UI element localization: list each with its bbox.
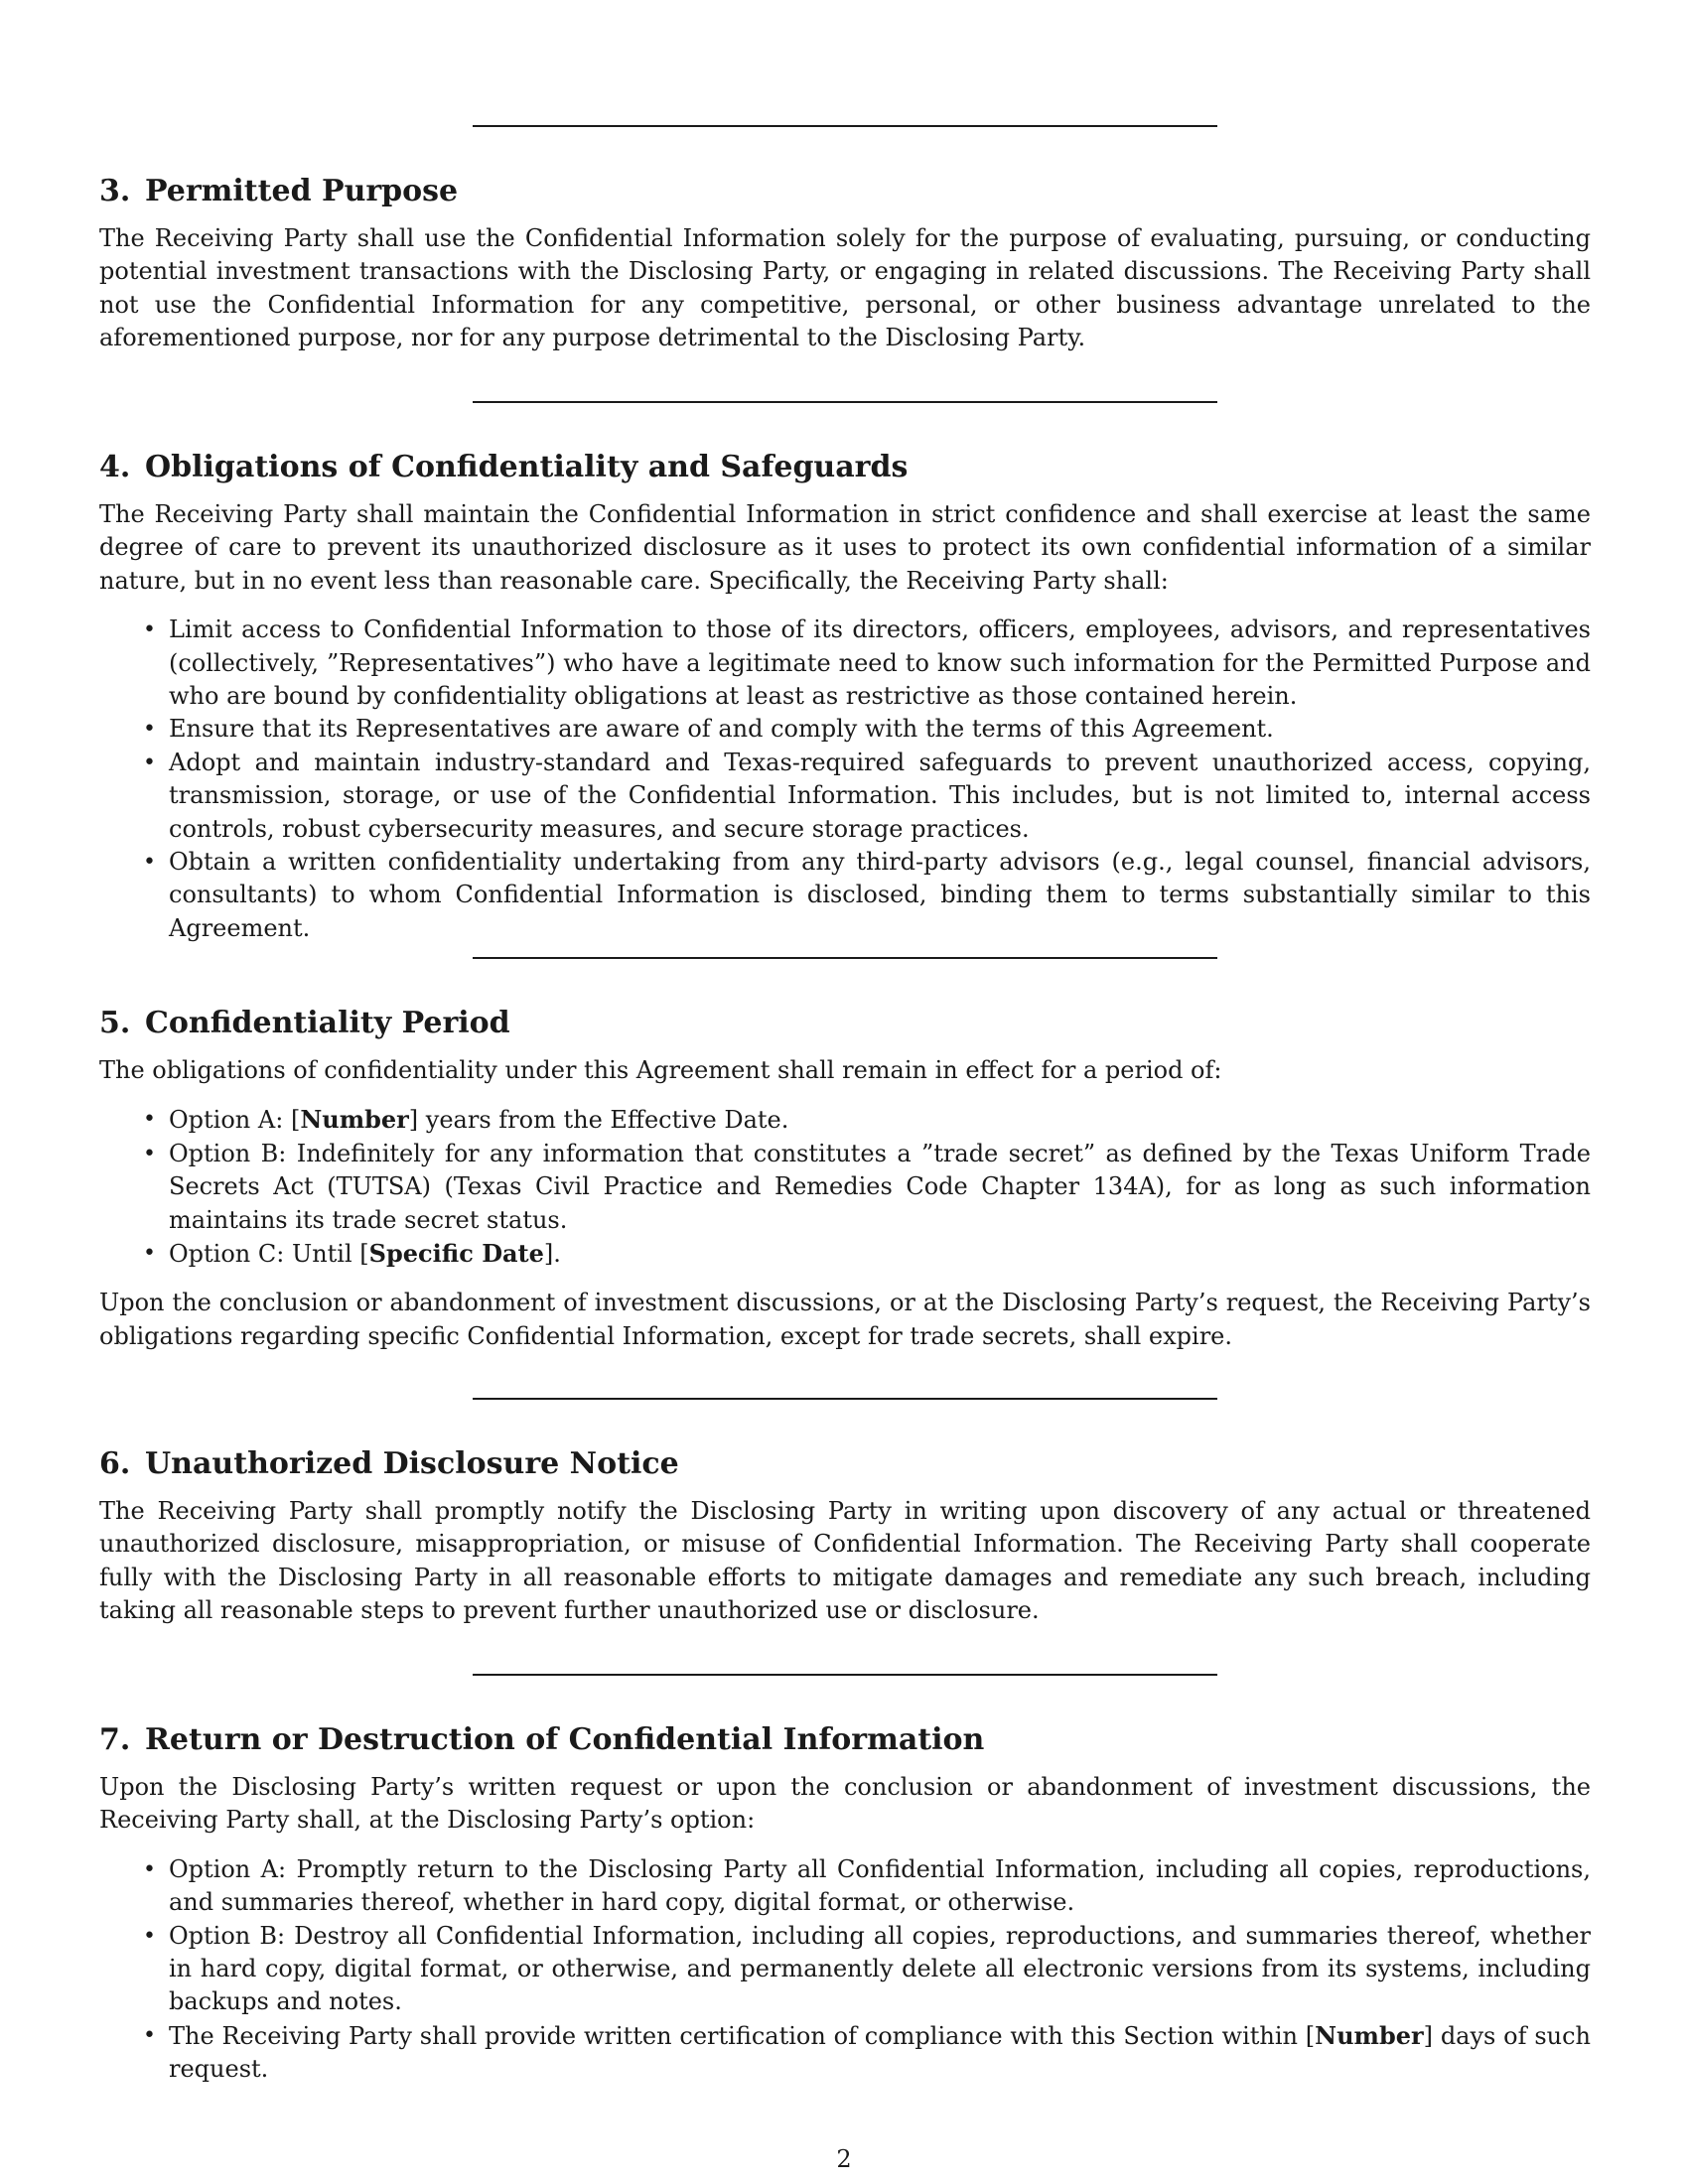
section-heading xyxy=(99,1720,1591,1760)
section-heading xyxy=(99,1444,1591,1484)
placeholder-field: Specific Date xyxy=(368,1239,544,1269)
section-title: Permitted Purpose xyxy=(145,174,459,208)
section-divider xyxy=(473,125,1217,127)
placeholder-field: Number xyxy=(300,1105,409,1135)
section-title: Unauthorized Disclosure Notice xyxy=(145,1446,679,1481)
section-divider xyxy=(473,1398,1217,1400)
list-item: • Option C: Until [Specific Date]. xyxy=(99,1237,1591,1271)
list-item: • Option B: Destroy all Confidential Information, including all copies, reproductions, and summaries thereof, whether in hard copy, digital format, or otherwise, and permanently delete all electronic versions from its systems, including backups and notes. xyxy=(99,1920,1591,2019)
section-heading xyxy=(99,172,1591,211)
section-intro: Upon the Disclosing Party’s written request or upon the conclusion or abandonment of investment discussions, the Receiving Party shall, at the Disclosing Party’s option: xyxy=(99,1773,1591,1835)
list-item: • Ensure that its Representatives are aware of and comply with the terms of this Agreement. xyxy=(99,713,1591,746)
list-item: • Limit access to Confidential Information to those of its directors, officers, employees, advisors, and representatives (collectively, ”Representatives”) who have a legitimate need to know such information for the Permitted Purpose and who are bound by confidentiality obligations at least as restrictive as those contained herein. xyxy=(99,614,1591,713)
bullet-list xyxy=(99,614,1591,945)
section-number: 7. xyxy=(99,1722,131,1757)
section-title: Confidentiality Period xyxy=(145,1006,510,1040)
list-item: • The Receiving Party shall provide written certification of compliance with this Section within [Number] days of such request. xyxy=(99,2019,1591,2087)
placeholder-field: Number xyxy=(1315,2020,1424,2050)
bullet-list xyxy=(99,1853,1591,2087)
list-item: • Option B: Indefinitely for any information that constitutes a ”trade secret” as defined by the Texas Uniform Trade Secrets Act (TUTSA) (Texas Civil Practice and Remedies Code Chapter 134A), for as long as such information maintains its trade secret status. xyxy=(99,1138,1591,1237)
section-heading xyxy=(99,1004,1591,1043)
section-divider xyxy=(473,1674,1217,1676)
section-intro: The Receiving Party shall maintain the Confidential Information in strict confidence and shall exercise at least the same degree of care to prevent its unauthorized disclosure as it uses to protect its own confidential information of a similar nature, but in no event less than reasonable care. Specifically, the Receiving Party shall: xyxy=(99,500,1591,595)
section-4 xyxy=(99,448,1591,945)
section-title: Obligations of Confidentiality and Safeguards xyxy=(145,450,909,484)
section-title: Return or Destruction of Confidential Information xyxy=(145,1722,985,1757)
section-6 xyxy=(99,1444,1591,1628)
section-intro: The obligations of confidentiality under this Agreement shall remain in effect for a period of: xyxy=(99,1056,1222,1084)
section-divider xyxy=(473,957,1217,959)
list-item: • Option A: [Number] years from the Effective Date. xyxy=(99,1103,1591,1137)
section-5 xyxy=(99,1004,1591,1353)
section-number: 6. xyxy=(99,1446,131,1481)
list-item: • Adopt and maintain industry-standard and Texas-required safeguards to prevent unauthorized access, copying, transmission, storage, or use of the Confidential Information. This includes, but is not limited to, internal access controls, robust cybersecurity measures, and secure storage practices. xyxy=(99,747,1591,846)
section-number: 4. xyxy=(99,450,131,484)
section-7 xyxy=(99,1720,1591,2087)
section-paragraph: The Receiving Party shall promptly notify the Disclosing Party in writing upon discovery of any actual or threatened unauthorized disclosure, misappropriation, or misuse of Confidential Information. The Receiving Party shall cooperate fully with the Disclosing Party in all reasonable efforts to mitigate damages and remediate any such breach, including taking all reasonable steps to prevent further unauthorized use or disclosure. xyxy=(99,1497,1591,1625)
list-item: • Obtain a written confidentiality undertaking from any third-party advisors (e.g., legal counsel, financial advisors, consultants) to whom Confidential Information is disclosed, binding them to terms substantially similar to this Agreement. xyxy=(99,846,1591,945)
section-divider xyxy=(473,401,1217,403)
section-3 xyxy=(99,172,1591,355)
section-number: 5. xyxy=(99,1006,131,1040)
section-paragraph: The Receiving Party shall use the Confidential Information solely for the purpose of evaluating, pursuing, or conducting potential investment transactions with the Disclosing Party, or engaging in related discussions. The Receiving Party shall not use the Confidential Information for any competitive, personal, or other business advantage unrelated to the aforementioned purpose, nor for any purpose detrimental to the Disclosing Party. xyxy=(99,224,1591,352)
section-heading xyxy=(99,448,1591,487)
bullet-list xyxy=(99,1103,1591,1271)
section-number: 3. xyxy=(99,174,131,208)
list-item: • Option A: Promptly return to the Disclosing Party all Confidential Information, including all copies, reproductions, and summaries thereof, whether in hard copy, digital format, or otherwise. xyxy=(99,1853,1591,1920)
page-number: 2 xyxy=(836,2145,852,2173)
section-outro: Upon the conclusion or abandonment of investment discussions, or at the Disclosing Party’s request, the Receiving Party’s obligations regarding specific Confidential Information, except for trade secrets, shall expire. xyxy=(99,1289,1591,1350)
